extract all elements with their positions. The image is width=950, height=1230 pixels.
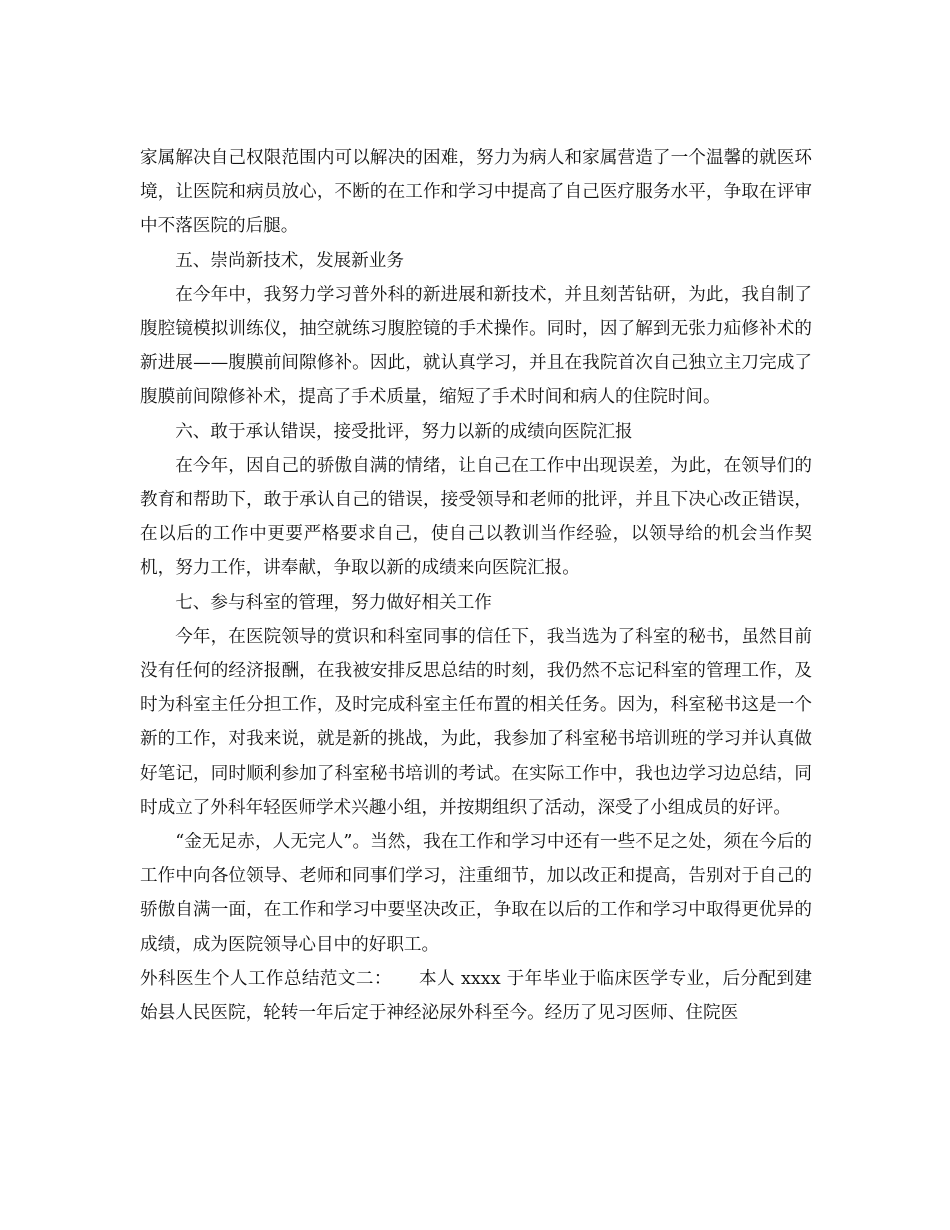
- paragraph-conclusion: “金无足赤，人无完人”。当然，我在工作和学习中还有一些不足之处，须在今后的工作中向各位领导、老师和同事们学习，注重细节，加以改正和提高，告别对于自己的骄傲自满一面，在工作和学习中要坚决改正，争取在以后的工作和学习中取得更优异的成绩，成为医院领导心目中的好职工。: [140, 832, 812, 955]
- paragraph-sample-two: 外科医生个人工作总结范文二： 本人 xxxx 于年毕业于临床医学专业，后分配到建始县人民医院，轮转一年后定于神经泌尿外科至今。经历了见习医师、住院医: [140, 968, 812, 1024]
- section-heading-five: 五、崇尚新技术，发展新业务: [175, 250, 404, 271]
- paragraph-department-management: 今年，在医院领导的赏识和科室同事的信任下，我当选为了科室的秘书，虽然目前没有任何的经济报酬，在我被安排反思总结的时刻，我仍然不忘记科室的管理工作，及时为科室主任分担工作，及时完成科室主任布置的相关任务。因为，科室秘书这是一个新的工作，对我来说，就是新的挑战，为此，我参加了科室秘书培训班的学习并认真做好笔记，同时顺利参加了科室秘书培训的考试。在实际工作中，我也边学习边总结，同时成立了外科年轻医师学术兴趣小组，并按期组织了活动，深受了小组成员的好评。: [140, 626, 812, 818]
- section-heading-seven: 七、参与科室的管理，努力做好相关工作: [175, 592, 492, 613]
- paragraph-admit-mistakes: 在今年，因自己的骄傲自满的情绪，让自己在工作中出现误差，为此，在领导们的教育和帮助下，敢于承认自己的错误，接受领导和老师的批评，并且下决心改正错误，在以后的工作中更要严格要求自己，使自己以教训当作经验，以领导给的机会当作契机，努力工作，讲奉献，争取以新的成绩来向医院汇报。: [140, 455, 812, 579]
- paragraph-continuation: 家属解决自己权限范围内可以解决的困难，努力为病人和家属营造了一个温馨的就医环境，让医院和病员放心，不断的在工作和学习中提高了自己医疗服务水平，争取在评审中不落医院的后腿。: [140, 148, 812, 237]
- section-heading-six: 六、敢于承认错误，接受批评，努力以新的成绩向医院汇报: [175, 421, 633, 442]
- document-body: [140, 141, 812, 1030]
- paragraph-new-technology: 在今年中，我努力学习普外科的新进展和新技术，并且刻苦钻研，为此，我自制了腹腔镜模拟训练仪，抽空就练习腹腔镜的手术操作。同时，因了解到无张力疝修补术的新进展——腹膜前间隙修补。因此，就认真学习，并且在我院首次自己独立主刀完成了腹膜前间隙修补术，提高了手术质量，缩短了手术时间和病人的住院时间。: [140, 284, 812, 408]
